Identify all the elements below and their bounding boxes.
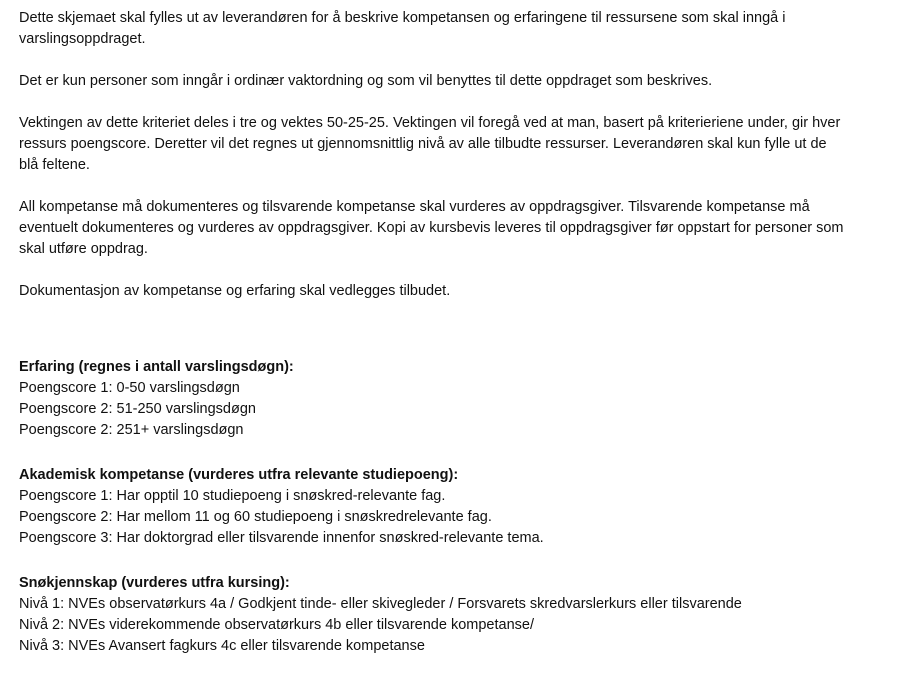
document-page bbox=[19, 8, 849, 681]
section-heading: Erfaring (regnes i antall varslingsdøgn): bbox=[19, 359, 294, 375]
criteria-line: Poengscore 1: Har opptil 10 studiepoeng i snøskred-relevante fag. bbox=[19, 488, 446, 504]
criteria-line: Poengscore 3: Har doktorgrad eller tilsvarende innenfor snøskred-relevante tema. bbox=[19, 530, 544, 546]
section-erfaring bbox=[19, 357, 849, 441]
section-heading: Snøkjennskap (vurderes utfra kursing): bbox=[19, 575, 290, 591]
criteria-line: Nivå 1: NVEs observatørkurs 4a / Godkjent tinde- eller skivegleder / Forsvarets skredvarslerkurs eller tilsvarende bbox=[19, 596, 742, 612]
criteria-line: Poengscore 2: Har mellom 11 og 60 studiepoeng i snøskredrelevante fag. bbox=[19, 509, 492, 525]
section-snokjennskap bbox=[19, 573, 849, 657]
intro-paragraph-2: Det er kun personer som inngår i ordinær vaktordning og som vil benyttes til dette oppdraget som beskrives. bbox=[19, 73, 713, 89]
section-akademisk-kompetanse bbox=[19, 465, 849, 549]
criteria-line: Poengscore 2: 251+ varslingsdøgn bbox=[19, 422, 244, 438]
intro-paragraph-5: Dokumentasjon av kompetanse og erfaring skal vedlegges tilbudet. bbox=[19, 283, 451, 299]
criteria-line: Nivå 2: NVEs viderekommende observatørkurs 4b eller tilsvarende kompetanse/ bbox=[19, 617, 534, 633]
intro-paragraph-4: All kompetanse må dokumenteres og tilsvarende kompetanse skal vurderes av oppdragsgiver. Tilsvarende kompetanse må eventuelt dokumenteres og vurderes av oppdragsgiver. Kopi av kursbevis leveres til oppdragsgiver før oppstart for personer som skal utføre oppdrag. bbox=[19, 199, 844, 257]
intro-paragraph-3: Vektingen av dette kriteriet deles i tre og vektes 50-25-25. Vektingen vil foregå ved at man, basert på kriterieriene under, gir hver ressurs poengscore. Deretter vil det regnes ut gjennomsnittlig nivå av alle tilbudte ressurser. Leverandøren skal kun fylle ut de blå feltene. bbox=[19, 115, 841, 173]
criteria-line: Poengscore 2: 51-250 varslingsdøgn bbox=[19, 401, 256, 417]
section-heading: Akademisk kompetanse (vurderes utfra relevante studiepoeng): bbox=[19, 467, 459, 483]
intro-paragraph-1: Dette skjemaet skal fylles ut av leverandøren for å beskrive kompetansen og erfaringene til ressursene som skal inngå i varslingsoppdraget. bbox=[19, 10, 786, 47]
section-spacer bbox=[19, 323, 849, 357]
criteria-line: Nivå 3: NVEs Avansert fagkurs 4c eller tilsvarende kompetanse bbox=[19, 638, 425, 654]
criteria-line: Poengscore 1: 0-50 varslingsdøgn bbox=[19, 380, 240, 396]
